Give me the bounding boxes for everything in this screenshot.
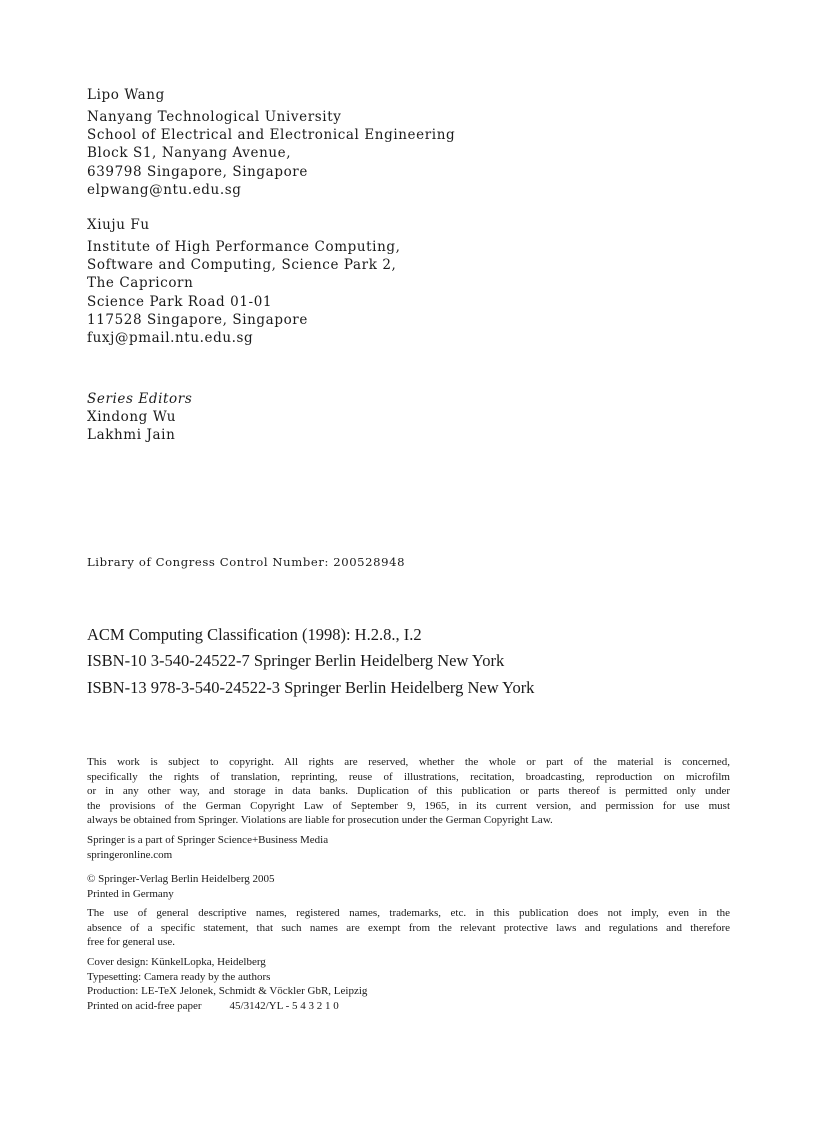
trademark-line: The use of general descriptive names, registered names, trademarks, etc. in this publication does not imply, even in the [87,907,730,919]
copyright-line: the provisions of the German Copyright Law of September 9, 1965, in its current version, and permission for use must [87,799,730,812]
publisher-info [87,872,730,901]
series-editor: Xindong Wu [87,409,177,426]
isbn-10: ISBN-10 3-540-24522-7 Springer Berlin Heidelberg New York [87,651,505,671]
author-name: Lipo Wang [87,87,165,103]
author-block-1 [87,86,165,104]
springer-info [87,833,730,862]
springer-line: Springer is a part of Springer Science+Business Media [87,834,329,846]
credits [87,955,730,1013]
address-line: Nanyang Technological University [87,109,342,125]
author-email: fuxj@pmail.ntu.edu.sg [87,329,254,346]
typesetting: Typesetting: Camera ready by the authors [87,970,271,983]
series-editors-heading: Series Editors [87,391,193,407]
paper-line [87,999,730,1014]
cover-design: Cover design: KünkelLopka, Heidelberg [87,956,266,968]
address-line: Science Park Road 01-01 [87,293,273,310]
series-editor: Lakhmi Jain [87,427,176,444]
printed-in: Printed in Germany [87,887,174,900]
acm-classification: ACM Computing Classification (1998): H.2.8., I.2 [87,625,422,644]
address-line: The Capricorn [87,275,194,292]
copyright-line: or in any other way, and storage in data banks. Duplication of this publication or parts thereof is permitted only under [87,785,730,798]
address-line: 639798 Singapore, Singapore [87,163,308,180]
address-line: Software and Computing, Science Park 2, [87,257,397,274]
publisher-copyright: © Springer-Verlag Berlin Heidelberg 2005 [87,873,275,885]
author-address-2 [87,238,401,347]
paper-info: Printed on acid-free paper [87,999,202,1012]
classification-block [87,622,534,701]
address-line: Institute of High Performance Computing, [87,239,401,255]
copyright-line: This work is subject to copyright. All rights are reserved, whether the whole or part of the material is concerned, [87,756,730,768]
isbn-13: ISBN-13 978-3-540-24522-3 Springer Berlin Heidelberg New York [87,677,535,697]
print-code: 45/3142/YL - 5 4 3 2 1 0 [229,999,339,1012]
copyright-line: always be obtained from Springer. Violations are liable for prosecution under the German Copyright Law. [87,814,553,827]
lccn: Library of Congress Control Number: 200528948 [87,555,406,569]
springer-website: springeronline.com [87,848,173,861]
address-line: Block S1, Nanyang Avenue, [87,145,292,162]
address-line: 117528 Singapore, Singapore [87,311,308,328]
author-address-1 [87,108,455,199]
author-name: Xiuju Fu [87,217,150,233]
author-email: elpwang@ntu.edu.sg [87,181,242,198]
trademark-notice [87,906,730,950]
production: Production: LE-TeX Jelonek, Schmidt & Vöckler GbR, Leipzig [87,985,368,998]
author-block-2 [87,216,150,234]
series-editors [87,390,192,445]
copyright-line: specifically the rights of translation, reprinting, reuse of illustrations, recitation, broadcasting, reproduction on microfilm [87,770,730,783]
copyright-notice [87,755,730,828]
trademark-line: absence of a specific statement, that such names are exempt from the relevant protective laws and regulations and therefore [87,921,730,934]
trademark-line: free for general use. [87,936,175,949]
address-line: School of Electrical and Electronical Engineering [87,127,456,144]
